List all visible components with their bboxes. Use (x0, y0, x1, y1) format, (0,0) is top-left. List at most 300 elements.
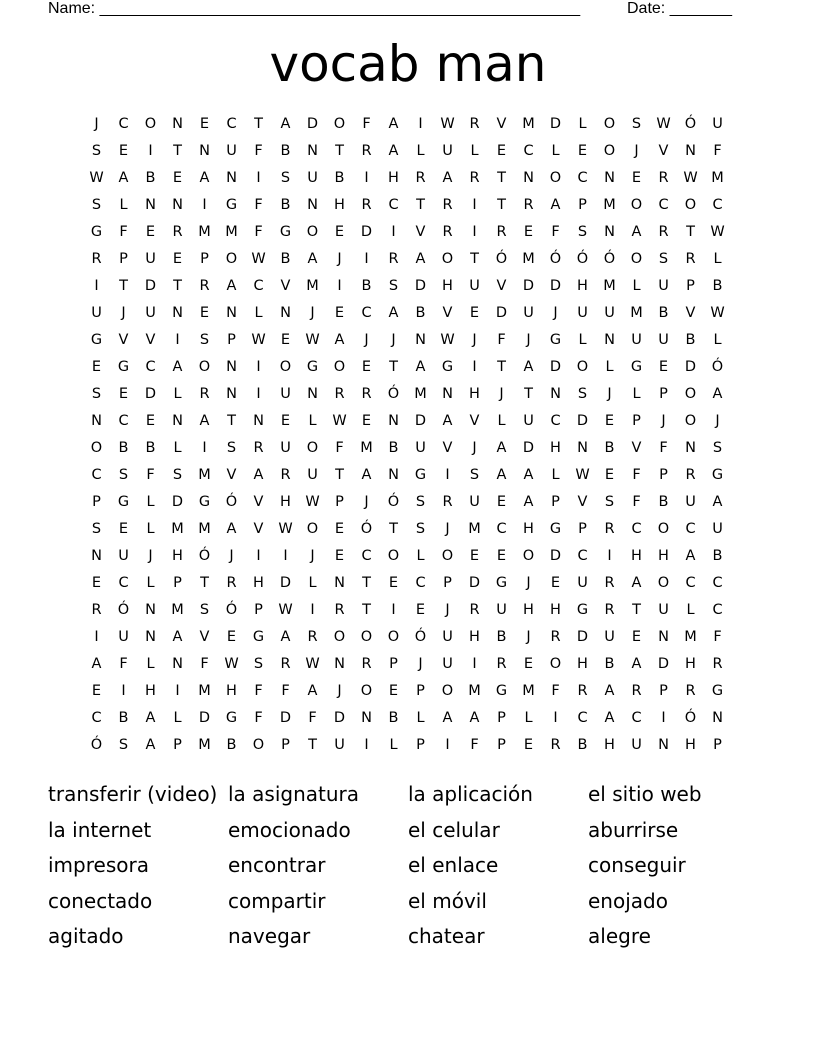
grid-letter: G (441, 359, 454, 375)
grid-letter: G (90, 332, 103, 348)
grid-letter: R (496, 224, 507, 240)
grid-letter: I (607, 548, 612, 564)
grid-letter: U (145, 305, 156, 321)
grid-letter: S (91, 143, 102, 159)
grid-letter: T (119, 278, 128, 294)
word-bank-item: impresora (48, 853, 149, 877)
grid-letter: S (91, 521, 102, 537)
grid-letter: D (306, 116, 319, 132)
grid-letter: A (253, 467, 264, 483)
grid-letter: R (91, 251, 102, 267)
grid-letter: I (175, 683, 180, 699)
grid-letter: O (522, 548, 535, 564)
grid-letter: H (226, 683, 237, 699)
grid-letter: L (578, 116, 587, 132)
grid-letter: R (658, 170, 669, 186)
grid-letter: G (711, 467, 724, 483)
grid-letter: A (523, 359, 534, 375)
grid-letter: A (91, 656, 102, 672)
grid-letter: U (577, 575, 588, 591)
grid-letter: A (199, 413, 210, 429)
grid-letter: I (472, 656, 477, 672)
grid-letter: U (226, 143, 237, 159)
grid-row (83, 705, 731, 732)
grid-letter: E (523, 656, 534, 672)
grid-letter: A (388, 143, 399, 159)
grid-letter: A (604, 683, 615, 699)
grid-letter: R (172, 224, 183, 240)
grid-letter: I (148, 143, 153, 159)
grid-letter: N (172, 656, 183, 672)
grid-letter: A (280, 116, 291, 132)
word-bank-item: navegar (228, 924, 311, 948)
grid-letter: L (254, 305, 263, 321)
grid-letter: U (307, 170, 318, 186)
grid-letter: L (632, 278, 641, 294)
grid-letter: R (253, 440, 264, 456)
grid-letter: N (199, 143, 210, 159)
grid-letter: F (254, 197, 263, 213)
grid-letter: U (334, 737, 345, 753)
grid-letter: V (145, 332, 156, 348)
grid-letter: U (631, 737, 642, 753)
grid-letter: E (280, 413, 291, 429)
grid-letter: F (200, 656, 209, 672)
grid-letter: I (256, 359, 261, 375)
grid-letter: E (226, 629, 237, 645)
grid-letter: I (445, 737, 450, 753)
grid-letter: E (388, 575, 399, 591)
grid-letter: H (442, 278, 453, 294)
grid-letter: D (414, 413, 427, 429)
grid-letter: C (577, 548, 588, 564)
grid-letter: R (415, 170, 426, 186)
grid-letter: C (712, 197, 723, 213)
grid-letter: Ó (495, 251, 508, 267)
grid-letter: W (305, 494, 320, 510)
grid-letter: R (523, 197, 534, 213)
grid-letter: O (225, 251, 238, 267)
grid-letter: O (360, 629, 373, 645)
grid-letter: G (711, 683, 724, 699)
grid-letter: E (469, 548, 480, 564)
grid-letter: M (225, 224, 238, 240)
grid-letter: T (227, 413, 236, 429)
word-bank-item: conectado (48, 888, 153, 913)
grid-letter: U (658, 602, 669, 618)
grid-letter: A (523, 467, 534, 483)
grid-letter: R (199, 278, 210, 294)
grid-letter: U (280, 440, 291, 456)
grid-letter: M (306, 278, 319, 294)
grid-row (83, 246, 731, 273)
grid-letter: I (472, 197, 477, 213)
grid-letter: R (685, 467, 696, 483)
grid-letter: H (685, 737, 696, 753)
grid-letter: N (280, 305, 291, 321)
grid-letter: N (604, 224, 615, 240)
grid-letter: C (118, 575, 129, 591)
grid-letter: L (416, 548, 425, 564)
grid-letter: R (496, 656, 507, 672)
grid-letter: E (91, 683, 102, 699)
grid-letter: A (226, 278, 237, 294)
grid-letter: D (576, 413, 589, 429)
grid-letter: L (632, 386, 641, 402)
grid-letter: F (632, 494, 641, 510)
grid-letter: F (281, 683, 290, 699)
grid-letter: R (361, 197, 372, 213)
grid-letter: L (173, 386, 182, 402)
grid-letter: N (145, 602, 156, 618)
grid-letter: P (335, 494, 344, 510)
grid-row (83, 597, 731, 624)
grid-letter: D (333, 710, 346, 726)
grid-letter: P (659, 386, 668, 402)
grid-letter: O (306, 224, 319, 240)
grid-letter: G (495, 683, 508, 699)
grid-letter: N (145, 629, 156, 645)
grid-letter: H (685, 656, 696, 672)
word-bank-item: chatear (408, 924, 485, 948)
grid-letter: R (226, 575, 237, 591)
grid-letter: N (172, 116, 183, 132)
grid-letter: B (658, 494, 669, 510)
grid-letter: J (472, 440, 477, 456)
grid-letter: G (198, 494, 211, 510)
grid-row (83, 165, 731, 192)
grid-letter: F (551, 683, 560, 699)
grid-letter: E (496, 494, 507, 510)
grid-letter: G (252, 629, 265, 645)
grid-letter: N (172, 413, 183, 429)
grid-letter: O (549, 170, 562, 186)
grid-letter: J (364, 332, 369, 348)
grid-letter: O (630, 251, 643, 267)
grid-letter: E (334, 224, 345, 240)
grid-letter: T (362, 575, 371, 591)
grid-letter: J (418, 656, 423, 672)
grid-letter: S (199, 602, 210, 618)
grid-letter: R (712, 656, 723, 672)
grid-letter: V (631, 440, 642, 456)
grid-letter: S (631, 116, 642, 132)
grid-letter: N (172, 305, 183, 321)
grid-letter: N (253, 413, 264, 429)
grid-letter: P (254, 602, 263, 618)
grid-letter: R (658, 224, 669, 240)
grid-letter: T (200, 575, 209, 591)
grid-letter: A (631, 656, 642, 672)
grid-letter: R (280, 467, 291, 483)
grid-letter: I (364, 251, 369, 267)
grid-letter: E (388, 683, 399, 699)
grid-letter: G (279, 224, 292, 240)
grid-letter: N (550, 386, 561, 402)
grid-letter: L (713, 332, 722, 348)
grid-letter: E (361, 413, 372, 429)
grid-letter: S (226, 440, 237, 456)
grid-row (83, 354, 731, 381)
grid-letter: U (442, 629, 453, 645)
grid-letter: Ó (414, 629, 427, 645)
grid-letter: U (523, 305, 534, 321)
grid-letter: T (524, 386, 533, 402)
grid-letter: P (200, 251, 209, 267)
grid-letter: B (604, 656, 615, 672)
grid-letter: M (603, 278, 616, 294)
grid-letter: L (551, 467, 560, 483)
grid-letter: E (577, 143, 588, 159)
grid-letter: A (523, 494, 534, 510)
grid-letter: P (173, 575, 182, 591)
grid-letter: T (416, 197, 425, 213)
grid-letter: N (685, 143, 696, 159)
word-bank-item: alegre (588, 924, 651, 948)
grid-letter: C (631, 710, 642, 726)
grid-letter: D (360, 224, 373, 240)
grid-letter: N (226, 359, 237, 375)
grid-letter: F (146, 467, 155, 483)
grid-row (83, 435, 731, 462)
grid-letter: V (280, 278, 291, 294)
grid-letter: C (415, 575, 426, 591)
grid-letter: R (604, 602, 615, 618)
grid-letter: U (442, 143, 453, 159)
grid-letter: O (333, 116, 346, 132)
grid-letter: C (685, 575, 696, 591)
grid-letter: I (553, 710, 558, 726)
grid-letter: R (361, 386, 372, 402)
grid-row (83, 300, 731, 327)
grid-letter: E (280, 332, 291, 348)
grid-letter: E (550, 575, 561, 591)
grid-letter: I (202, 197, 207, 213)
grid-letter: O (684, 386, 697, 402)
grid-letter: F (254, 224, 263, 240)
grid-letter: S (118, 737, 129, 753)
grid-letter: U (658, 332, 669, 348)
grid-letter: R (577, 683, 588, 699)
grid-letter: G (225, 710, 238, 726)
grid-letter: O (306, 521, 319, 537)
grid-letter: D (522, 278, 535, 294)
grid-letter: D (171, 494, 184, 510)
grid-row (83, 678, 731, 705)
grid-letter: M (198, 467, 211, 483)
grid-letter: L (551, 143, 560, 159)
grid-letter: B (388, 440, 399, 456)
grid-letter: O (333, 359, 346, 375)
grid-letter: S (199, 332, 210, 348)
grid-letter: T (335, 143, 344, 159)
grid-letter: A (226, 521, 237, 537)
grid-letter: M (198, 224, 211, 240)
grid-letter: M (684, 629, 697, 645)
grid-letter: B (361, 278, 372, 294)
grid-letter: T (470, 251, 479, 267)
grid-letter: A (604, 710, 615, 726)
grid-letter: O (387, 548, 400, 564)
grid-letter: D (522, 440, 535, 456)
grid-letter: E (118, 386, 129, 402)
grid-letter: M (522, 683, 535, 699)
grid-letter: N (577, 440, 588, 456)
grid-letter: U (712, 116, 723, 132)
grid-letter: B (577, 737, 588, 753)
grid-letter: E (658, 359, 669, 375)
grid-letter: S (658, 251, 669, 267)
grid-letter: A (415, 359, 426, 375)
grid-letter: D (549, 278, 562, 294)
word-bank-item: la aplicación (408, 782, 533, 806)
grid-letter: E (415, 602, 426, 618)
grid-letter: Ó (360, 521, 373, 537)
grid-letter: E (199, 116, 210, 132)
grid-letter: V (442, 305, 453, 321)
grid-letter: V (496, 278, 507, 294)
grid-letter: W (278, 521, 293, 537)
grid-letter: S (415, 494, 426, 510)
grid-letter: N (307, 386, 318, 402)
grid-letter: Ó (684, 710, 697, 726)
grid-letter: A (496, 467, 507, 483)
grid-letter: W (440, 332, 455, 348)
grid-letter: Ó (549, 251, 562, 267)
grid-letter: U (685, 494, 696, 510)
word-bank-item: compartir (228, 888, 326, 913)
grid-letter: U (712, 521, 723, 537)
grid-letter: G (630, 359, 643, 375)
grid-letter: L (605, 359, 614, 375)
grid-letter: G (117, 494, 130, 510)
grid-letter: H (280, 494, 291, 510)
grid-letter: W (278, 602, 293, 618)
grid-letter: B (685, 332, 696, 348)
grid-letter: C (550, 413, 561, 429)
grid-letter: Ó (711, 359, 724, 375)
word-bank-item: enojado (588, 888, 668, 913)
grid-letter: S (253, 656, 264, 672)
grid-letter: Ó (387, 386, 400, 402)
word-bank-item: aburrirse (588, 817, 679, 842)
grid-letter: C (523, 143, 534, 159)
grid-letter: L (146, 575, 155, 591)
grid-letter: F (362, 116, 371, 132)
grid-row (83, 138, 731, 165)
grid-letter: H (469, 386, 480, 402)
grid-letter: L (308, 575, 317, 591)
grid-letter: U (118, 548, 129, 564)
grid-letter: P (227, 332, 236, 348)
grid-letter: D (576, 629, 589, 645)
grid-letter: J (337, 251, 342, 267)
grid-letter: P (578, 521, 587, 537)
grid-letter: B (658, 305, 669, 321)
grid-letter: O (441, 683, 454, 699)
grid-letter: A (415, 251, 426, 267)
word-bank-item: la internet (48, 817, 152, 842)
grid-letter: N (307, 143, 318, 159)
grid-letter: A (388, 116, 399, 132)
grid-letter: I (364, 170, 369, 186)
word-bank-item: el sitio web (588, 782, 702, 806)
grid-letter: T (308, 737, 317, 753)
grid-letter: M (468, 521, 481, 537)
grid-letter: M (198, 737, 211, 753)
grid-letter: R (550, 629, 561, 645)
grid-letter: D (549, 359, 562, 375)
grid-letter: U (442, 656, 453, 672)
grid-letter: L (470, 143, 479, 159)
grid-letter: J (229, 548, 234, 564)
grid-row (83, 219, 731, 246)
grid-letter: E (631, 170, 642, 186)
grid-letter: C (685, 521, 696, 537)
grid-letter: U (145, 251, 156, 267)
grid-letter: A (307, 683, 318, 699)
grid-letter: I (364, 737, 369, 753)
grid-letter: B (388, 710, 399, 726)
grid-letter: O (684, 413, 697, 429)
grid-letter: D (495, 305, 508, 321)
grid-letter: I (391, 602, 396, 618)
grid-letter: R (361, 143, 372, 159)
grid-letter: O (198, 359, 211, 375)
grid-letter: A (280, 629, 291, 645)
grid-letter: O (603, 143, 616, 159)
grid-letter: N (172, 197, 183, 213)
grid-letter: B (604, 440, 615, 456)
grid-letter: I (94, 278, 99, 294)
grid-letter: E (496, 143, 507, 159)
grid-letter: D (279, 575, 292, 591)
grid-letter: A (334, 332, 345, 348)
grid-letter: I (661, 710, 666, 726)
grid-letter: J (148, 548, 153, 564)
grid-letter: T (389, 521, 398, 537)
grid-letter: E (496, 548, 507, 564)
grid-letter: J (661, 413, 666, 429)
grid-letter: F (497, 332, 506, 348)
word-bank-item: emocionado (228, 817, 351, 842)
page-title: vocab man (269, 35, 547, 93)
grid-letter: P (416, 737, 425, 753)
grid-letter: E (361, 359, 372, 375)
grid-letter: I (175, 332, 180, 348)
grid-letter: F (713, 629, 722, 645)
grid-letter: U (604, 305, 615, 321)
grid-letter: T (632, 602, 641, 618)
grid-letter: S (91, 197, 102, 213)
grid-letter: O (630, 197, 643, 213)
grid-letter: S (172, 467, 183, 483)
grid-letter: F (551, 224, 560, 240)
grid-letter: B (496, 629, 507, 645)
grid-letter: W (251, 251, 266, 267)
grid-letter: J (391, 332, 396, 348)
grid-letter: H (253, 575, 264, 591)
grid-letter: I (283, 548, 288, 564)
grid-letter: P (686, 278, 695, 294)
grid-letter: T (497, 170, 506, 186)
grid-letter: G (414, 467, 427, 483)
grid-letter: M (603, 197, 616, 213)
grid-letter: C (145, 359, 156, 375)
grid-letter: U (523, 413, 534, 429)
grid-letter: N (415, 332, 426, 348)
grid-letter: S (577, 224, 588, 240)
